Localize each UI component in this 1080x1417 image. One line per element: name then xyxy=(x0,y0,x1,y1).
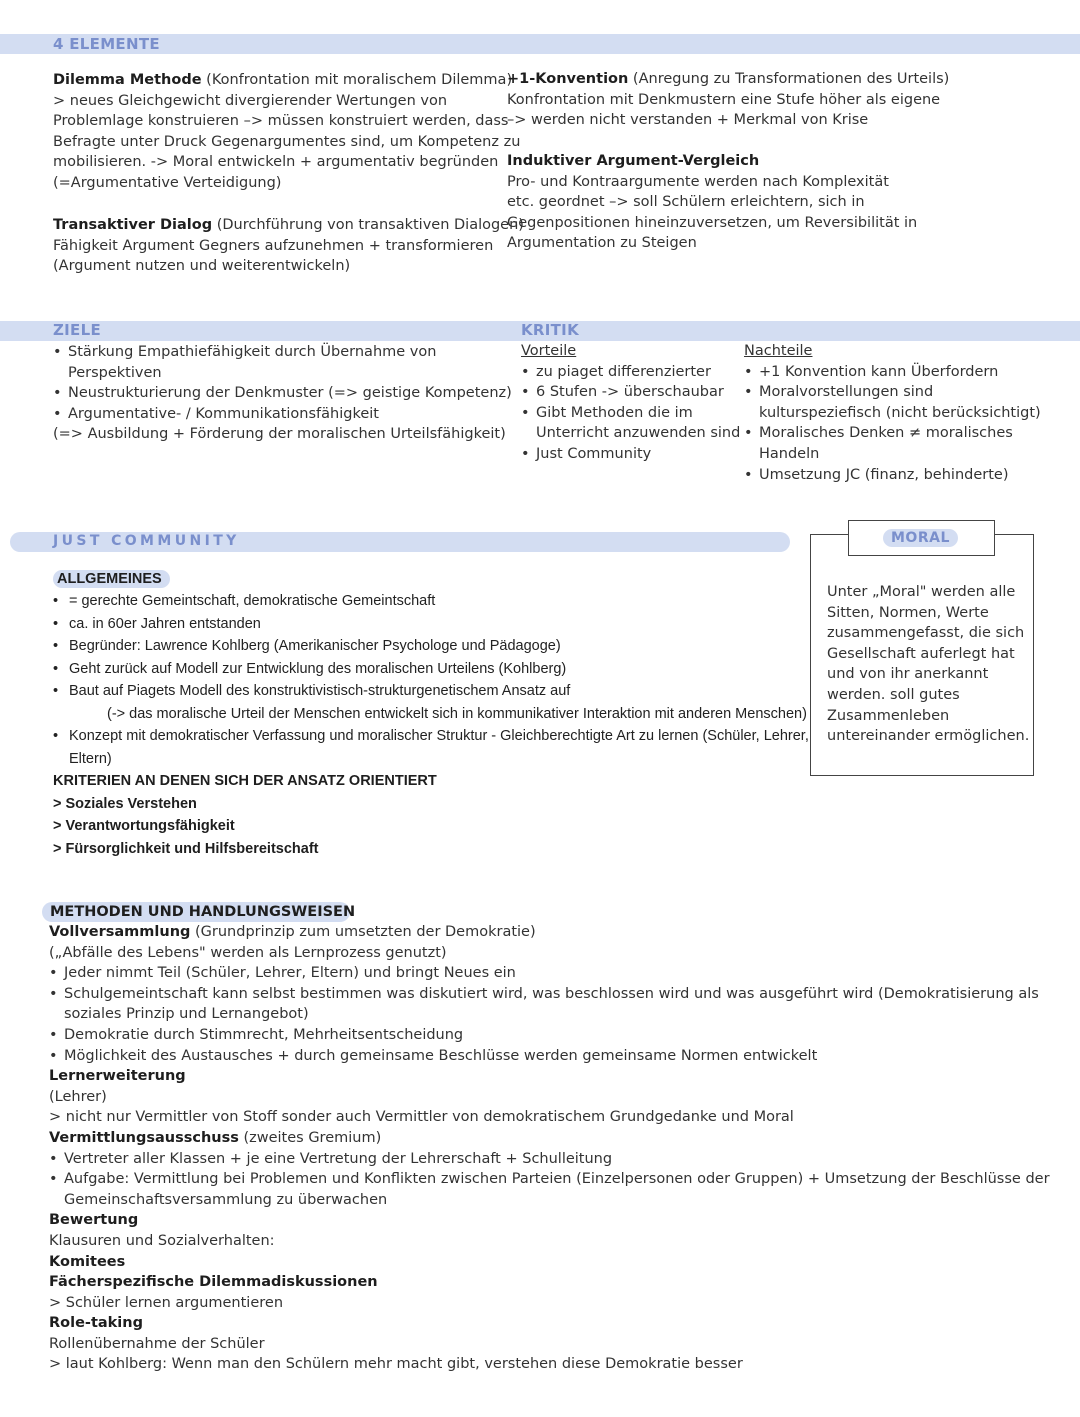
kriterium-item: > Verantwortungsfähigkeit xyxy=(53,818,235,834)
vorteil-item: • Gibt Methoden die im xyxy=(521,403,736,424)
vorteil-item: • Just Community xyxy=(521,444,736,465)
kriterien-heading: KRITERIEN AN DENEN SICH DER ANSATZ ORIENTIERT xyxy=(53,773,437,789)
just-community-block xyxy=(53,568,813,860)
jc-item: • = gerechte Gemeintschaft, demokratische Gemeintschaft xyxy=(53,590,813,613)
moral-line: und von ihr anerkannt xyxy=(827,666,989,683)
dilemma-line: Problemlage konstruieren –> müssen konstruiert werden, dass xyxy=(53,113,509,130)
vorteil-item-cont: Unterricht anzuwenden sind xyxy=(536,425,741,442)
dilemma-methode-block xyxy=(53,70,521,194)
voll-item: • Möglichkeit des Austausches + durch gemeinsame Beschlüsse werden gemeinsame Normen entwickelt xyxy=(49,1046,1059,1067)
jc-item: • ca. in 60er Jahren entstanden xyxy=(53,613,813,636)
ziele-list xyxy=(53,342,513,445)
dilemma-sub: (Konfrontation mit moralischem Dilemma) xyxy=(201,72,513,88)
nachteil-item: • +1 Konvention kann Überfordern xyxy=(744,362,1064,383)
lernerweiterung-sub: (Lehrer) xyxy=(49,1088,107,1105)
jc-item: • Geht zurück auf Modell zur Entwicklung des moralischen Urteilens (Kohlberg) xyxy=(53,658,813,681)
induktiv-block xyxy=(507,151,1067,254)
lernerweiterung-line: > nicht nur Vermittler von Stoff sonder auch Vermittler von demokratischem Grundgedanke und Moral xyxy=(49,1109,794,1126)
moral-label: MORAL xyxy=(883,529,958,547)
jc-piaget-note: (-> das moralische Urteil der Menschen entwickelt sich in kommunikativer Interaktion mit anderen Menschen) xyxy=(107,705,807,722)
induktiv-line: etc. geordnet –> soll Schülern erleichtern, sich in xyxy=(507,194,865,211)
ziel-item: • Argumentative- / Kommunikationsfähigkeit xyxy=(53,404,513,425)
nachteil-item: • Moralvorstellungen sind xyxy=(744,382,1064,403)
heading-ziele: ZIELE xyxy=(53,321,102,339)
konvention-title: +1-Konvention xyxy=(507,71,629,87)
vorteil-item: • 6 Stufen -> überschaubar xyxy=(521,382,736,403)
role-taking-line: Rollenübernahme der Schüler xyxy=(49,1335,265,1352)
dilemma-line: mobilisieren. -> Moral entwickeln + argumentativ begründen xyxy=(53,154,499,171)
heading-4-elemente: 4 ELEMENTE xyxy=(53,35,160,53)
bewertung-line: Klausuren und Sozialverhalten: xyxy=(49,1232,275,1249)
dilemma-title: Dilemma Methode xyxy=(53,72,202,88)
methoden-heading: METHODEN UND HANDLUNGSWEISEN xyxy=(50,904,356,920)
konvention-line: –> werden nicht verstanden + Merkmal von Krise xyxy=(507,112,869,129)
moral-line: zusammengefasst, die sich xyxy=(827,625,1025,642)
moral-text xyxy=(827,582,1030,747)
transaktiv-line: Fähigkeit Argument Gegners aufzunehmen + transformieren xyxy=(53,237,494,254)
verm-item: • Vertreter aller Klassen + je eine Vertretung der Lehrerschaft + Schulleitung xyxy=(49,1149,1059,1170)
konvention-sub: (Anregung zu Transformationen des Urteils) xyxy=(628,71,950,87)
nachteile-label: Nachteile xyxy=(744,343,813,359)
fach-title: Fächerspezifische Dilemmadiskussionen xyxy=(49,1274,378,1291)
transaktiv-sub: (Durchführung von transaktiven Dialogen) xyxy=(212,217,524,233)
dilemma-line: > neues Gleichgewicht divergierender Wertungen von xyxy=(53,92,448,109)
ziele-note: (=> Ausbildung + Förderung der moralischen Urteilsfähigkeit) xyxy=(53,426,506,443)
lernerweiterung-title: Lernerweiterung xyxy=(49,1068,186,1085)
vollversammlung-note: („Abfälle des Lebens" werden als Lernprozess genutzt) xyxy=(49,944,447,961)
vollversammlung-sub: (Grundprinzip zum umsetzten der Demokratie) xyxy=(190,924,536,940)
transaktiver-dialog-block xyxy=(53,215,524,277)
allgemeines-label: ALLGEMEINES xyxy=(53,570,170,588)
vollversammlung-title: Vollversammlung xyxy=(49,924,191,940)
verm-item: • Aufgabe: Vermittlung bei Problemen und Konflikten zwischen Parteien (Einzelpersonen oder Gruppen) + Umsetzung der Beschlüsse der xyxy=(49,1169,1059,1190)
heading-just-community: JUST COMMUNITY xyxy=(53,533,240,549)
induktiv-line: Argumentation zu Steigen xyxy=(507,235,697,252)
nachteil-item-cont: Handeln xyxy=(759,445,820,462)
vermittlung-sub: (zweites Gremium) xyxy=(238,1129,382,1146)
vorteile-list xyxy=(521,341,741,465)
vorteile-label: Vorteile xyxy=(521,343,577,359)
moral-line: Gesellschaft auferlegt hat xyxy=(827,645,1015,662)
verm-item-cont: Gemeinschaftsversammlung zu überwachen xyxy=(64,1191,388,1208)
role-taking-line: > laut Kohlberg: Wenn man den Schülern mehr macht gibt, verstehen diese Demokratie besser xyxy=(49,1356,743,1373)
nachteile-list xyxy=(744,341,1064,485)
moral-line: Unter „Moral" werden alle xyxy=(827,584,1016,600)
methoden-block xyxy=(49,922,1059,1375)
ziel-item-cont: Perspektiven xyxy=(68,364,162,381)
transaktiv-title: Transaktiver Dialog xyxy=(53,217,213,233)
vermittlung-title: Vermittlungsausschuss xyxy=(49,1129,239,1146)
moral-line: untereinander ermöglichen. xyxy=(827,728,1030,745)
heading-kritik: KRITIK xyxy=(521,321,579,339)
moral-line: Zusammenleben xyxy=(827,707,950,724)
induktiv-title: Induktiver Argument-Vergleich xyxy=(507,153,760,169)
jc-item: • Begründer: Lawrence Kohlberg (Amerikanischer Psychologe und Pädagoge) xyxy=(53,635,813,658)
bewertung-title: Bewertung xyxy=(49,1212,139,1229)
jc-item: • Konzept mit demokratischer Verfassung und moralischer Struktur - Gleichberechtigte Art zu lernen (Schüler, Lehrer, xyxy=(53,725,813,748)
transaktiv-line: (Argument nutzen und weiterentwickeln) xyxy=(53,258,351,275)
vorteil-item: • zu piaget differenzierter xyxy=(521,362,736,383)
ziel-item: • Stärkung Empathiefähigkeit durch Übernahme von xyxy=(53,342,513,363)
dilemma-line: Befragte unter Druck Gegenargumentes sind, um Kompetenz zu xyxy=(53,133,521,150)
kriterium-item: > Soziales Verstehen xyxy=(53,795,197,812)
nachteil-item: • Moralisches Denken ≠ moralisches xyxy=(744,423,1064,444)
ziel-item: • Neustrukturierung der Denkmuster (=> geistige Kompetenz) xyxy=(53,383,513,404)
voll-item: • Jeder nimmt Teil (Schüler, Lehrer, Eltern) und bringt Neues ein xyxy=(49,963,1059,984)
moral-line: Sitten, Normen, Werte xyxy=(827,604,989,621)
moral-line: werden. soll gutes xyxy=(827,686,960,703)
section-bar-elemente xyxy=(0,34,1080,54)
induktiv-line: Gegenpositionen hineinzuversetzen, um Reversibilität in xyxy=(507,214,918,231)
voll-item-cont: soziales Prinzip und Lernangebot) xyxy=(64,1006,309,1023)
voll-item: • Demokratie durch Stimmrecht, Mehrheitsentscheidung xyxy=(49,1025,1059,1046)
induktiv-line: Pro- und Kontraargumente werden nach Komplexität xyxy=(507,173,889,190)
fach-line: > Schüler lernen argumentieren xyxy=(49,1294,284,1311)
nachteil-item: • Umsetzung JC (finanz, behinderte) xyxy=(744,465,1064,486)
jc-item: • Baut auf Piagets Modell des konstruktivistisch-strukturgenetischem Ansatz auf xyxy=(53,680,813,703)
komitees-title: Komitees xyxy=(49,1253,126,1270)
voll-item: • Schulgemeintschaft kann selbst bestimmen was diskutiert wird, was beschlossen wird und was ausgeführt wird (Demokratisierung als xyxy=(49,984,1059,1005)
nachteil-item-cont: kulturspeziefisch (nicht berücksichtigt) xyxy=(759,404,1041,421)
role-taking-title: Role-taking xyxy=(49,1315,143,1332)
jc-item-cont: Eltern) xyxy=(69,750,112,767)
dilemma-line: (=Argumentative Verteidigung) xyxy=(53,174,282,191)
konvention-block xyxy=(507,69,1067,131)
kriterium-item: > Fürsorglichkeit und Hilfsbereitschaft xyxy=(53,840,319,857)
konvention-line: Konfrontation mit Denkmustern eine Stufe höher als eigene xyxy=(507,91,941,108)
